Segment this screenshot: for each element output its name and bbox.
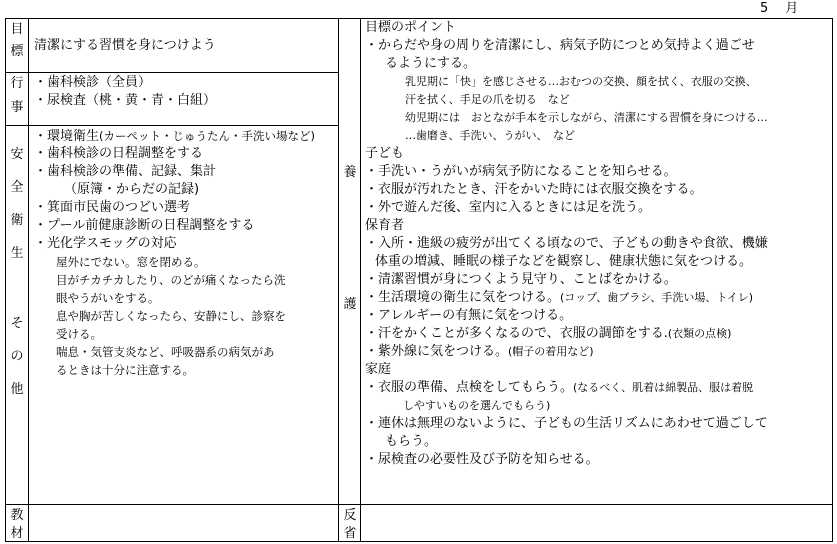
safety-label: 安 全 衛 生 そ の 他: [10, 147, 24, 397]
safety-item: ・歯科検診の準備、記録、集計: [34, 164, 217, 179]
care-section: [365, 19, 768, 469]
staff-item: ・汗をかくことが多くなるので、衣服の調節をする.: [365, 326, 668, 341]
bottom-divider: [6, 504, 832, 505]
child-item: ・衣服が汚れたとき、汗をかいた時には衣服交換をする。: [365, 182, 703, 197]
goal-text: 清潔にする習慣を身につけよう: [34, 38, 216, 53]
staff-item: ・清潔習慣が身につくよう見守り、ことばをかける。: [365, 272, 677, 287]
event-label: 行 事: [10, 76, 24, 115]
home-item: ・衣服の準備、点検をしてもらう。: [365, 380, 574, 395]
safety-item: ・光化学スモッグの対応: [34, 236, 177, 251]
point-item: るようにする。: [385, 56, 477, 71]
event-divider: [6, 125, 339, 126]
point-item: ・からだや身の周りを清潔にし、病気予防につとめ気持よく過ごせ: [365, 38, 755, 53]
safety-item: ・環境衛生: [34, 129, 100, 144]
staff-item: 体重の増減、睡眠の様子などを観察し、健康状態に気をつける。: [375, 254, 753, 269]
event-list: [34, 74, 216, 110]
home-item-note: しやすいものを選んでもらう): [403, 399, 551, 412]
staff-item-note: (コップ、歯ブラシ、手洗い場、トイレ): [560, 291, 754, 304]
point-note: …歯磨き、手洗い、うがい、 など: [405, 129, 576, 142]
safety-item: ・箕面市民歯のつどい選考: [34, 200, 191, 215]
staff-item-note: (帽子の着用など): [508, 345, 594, 358]
smog-note: 受ける。: [56, 327, 102, 341]
safety-item-note: (カーペット・じゅうたん・手洗い場など): [99, 129, 315, 143]
home-item-note: (なるべく、肌着は綿製品、服は着脱: [573, 381, 754, 394]
smog-note: 息や胸が苦しくなったら、安静にし、診察を: [56, 309, 286, 323]
staff-item-note: (衣類の点検): [667, 327, 732, 340]
home-title: 家庭: [365, 362, 392, 377]
safety-item: ・プール前健康診断の日程調整をする: [34, 218, 255, 233]
point-note: 汗を拭く、手足の爪を切る など: [405, 93, 570, 106]
home-item: もらう。: [385, 434, 438, 449]
point-title: 目標のポイント: [365, 20, 457, 35]
point-note: 乳児期に「快」を感じさせる…おむつの交換、顔を拭く、衣服の交換、: [405, 75, 757, 88]
smog-note: 屋外にでない。窓を閉める。: [56, 255, 206, 269]
staff-item: ・アレルギーの有無に気をつける。: [365, 308, 573, 323]
home-item: ・尿検査の必要性及び予防を知らせる。: [365, 452, 599, 467]
material-label: 教 材: [10, 508, 24, 541]
home-item: ・連休は無理のないように、子どもの生活リズムにあわせて過ごして: [365, 416, 768, 431]
smog-note: 眼やうがいをする。: [56, 291, 160, 305]
reflection-label: 反 省: [343, 508, 357, 541]
smog-note: るときは十分に注意する。: [56, 363, 194, 377]
event-item: ・尿検査（桃・黄・青・白組）: [34, 93, 217, 108]
staff-item: ・生活環境の衛生に気をつける。: [365, 290, 561, 305]
left-label-divider: [28, 19, 29, 541]
smog-note: 喘息・気管支炎など、呼吸器系の病気があ: [56, 345, 275, 359]
staff-item: ・紫外線に気をつける。: [365, 344, 509, 359]
smog-note: 目がチカチカしたり、のどが痛くなったら洗: [56, 273, 286, 287]
safety-list: [34, 127, 315, 379]
child-item: ・手洗い・うがいが病気予防になることを知らせる。: [365, 164, 677, 179]
staff-item: ・入所・進級の疲労が出てくる頃なので、子どもの動きや食欲、機嫌: [365, 236, 768, 251]
point-note: 幼児期には おとなが手本を示しながら、清潔にする習慣を身につける…: [405, 111, 768, 124]
care-label: 養 護: [343, 165, 357, 312]
staff-title: 保育者: [365, 218, 405, 233]
child-title: 子ども: [365, 146, 405, 161]
child-item: ・外で遊んだ後、室内に入るときには足を洗う。: [365, 200, 652, 215]
event-item: ・歯科検診（全員）: [34, 75, 152, 90]
plan-table: [5, 18, 833, 542]
goal-divider: [6, 72, 339, 73]
safety-item: ・歯科検診の日程調整をする: [34, 146, 204, 161]
month-label: 5 月: [760, 1, 801, 16]
goal-label: 目 標: [10, 22, 24, 59]
safety-item: （原簿・からだの記録): [64, 182, 200, 197]
